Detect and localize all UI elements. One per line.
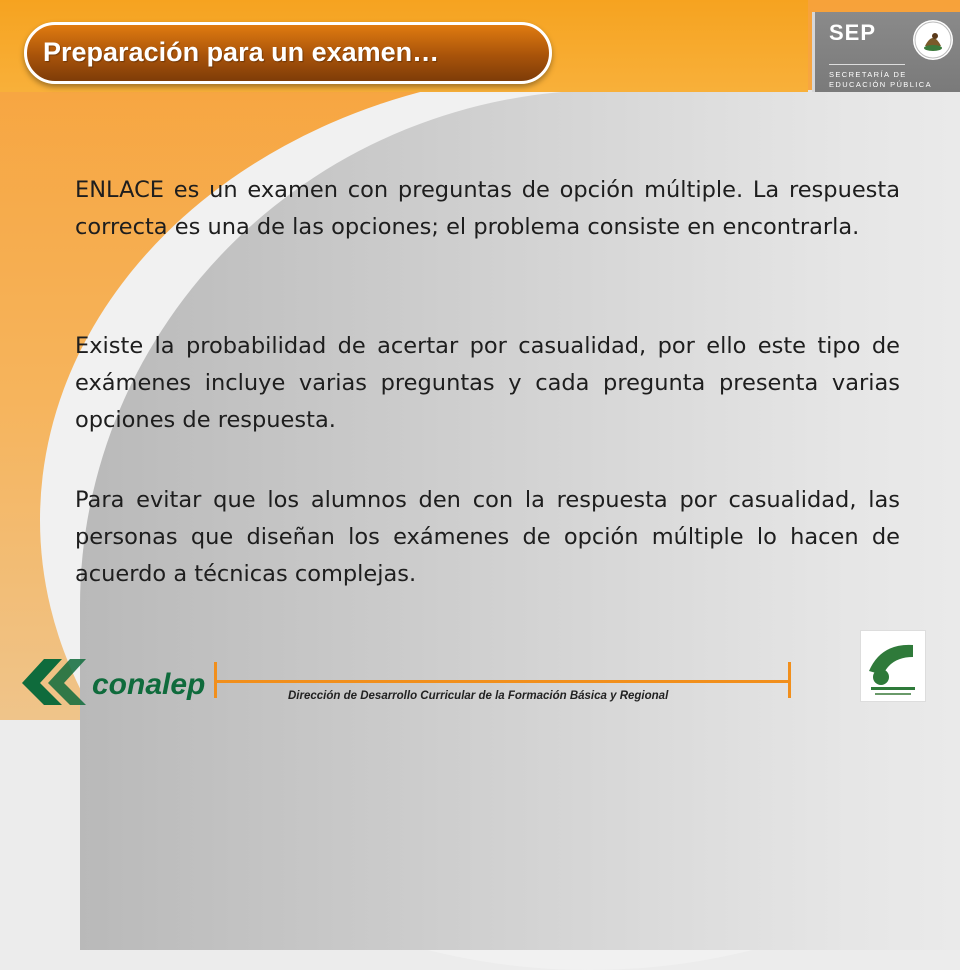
sep-logo	[812, 12, 960, 92]
paragraph-3: Para evitar que los alumnos den con la respuesta por casualidad, las personas que diseñan los exámenes de opción múltiple lo hacen de acuerdo a técnicas complejas.	[75, 487, 900, 587]
title-banner	[24, 22, 552, 84]
footer-divider	[216, 680, 791, 683]
conalep-badge-icon	[860, 630, 926, 702]
page-title: Preparación para un examen…	[43, 37, 440, 67]
sep-logo-subtitle: SECRETARÍA DE EDUCACIÓN PÚBLICA	[829, 70, 932, 89]
sep-logo-divider	[829, 64, 905, 65]
sep-logo-text: SEP	[829, 20, 877, 45]
footer-divider-right	[788, 662, 791, 698]
conalep-logo-icon	[18, 653, 90, 705]
paragraph-2: Existe la probabilidad de acertar por casualidad, por ello este tipo de exámenes incluye varias preguntas y cada pregunta presenta varias opciones de respuesta.	[75, 333, 900, 433]
footer-caption: Dirección de Desarrollo Curricular de la Formación Básica y Regional	[288, 690, 669, 702]
mexico-coat-of-arms-icon	[913, 20, 953, 60]
paragraph-1: ENLACE es un examen con preguntas de opción múltiple. La respuesta correcta es una de las opciones; el problema consiste en encontrarla.	[75, 177, 900, 240]
conalep-wordmark: conalep	[92, 668, 206, 701]
